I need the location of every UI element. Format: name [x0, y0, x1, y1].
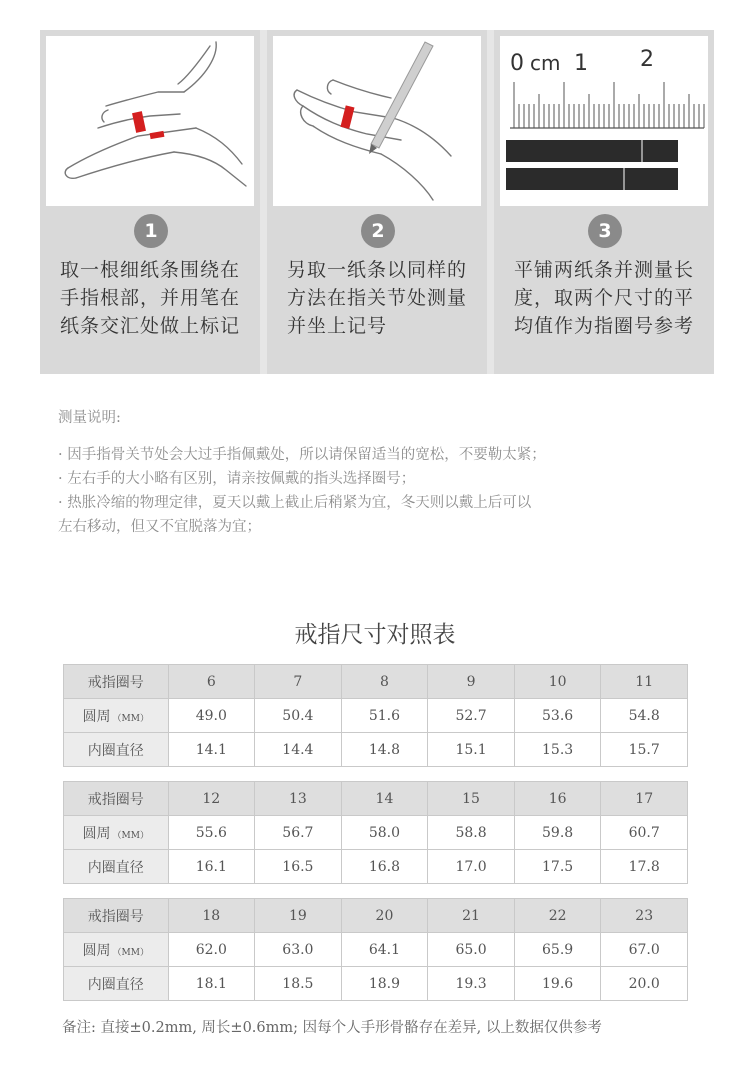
row-label-text: 圆周 [82, 708, 111, 725]
step-number-badge: 3 [588, 214, 622, 248]
table-cell: 49.0 [168, 699, 255, 733]
size-row [64, 782, 688, 816]
table-cell: 20 [341, 899, 428, 933]
diameter-row [64, 850, 688, 884]
row-label-text: 戒指圈号 [87, 791, 144, 808]
footnote: 备注: 直接±0.2mm, 周长±0.6mm; 因每个人手形骨骼存在差异, 以上数据仅供参考 [62, 1020, 602, 1036]
row-label-text: 内圈直径 [87, 859, 144, 876]
hand-pen-illustration [273, 36, 481, 206]
table-cell: 18.9 [341, 967, 428, 1001]
table-cell: 53.6 [514, 699, 601, 733]
circumference-row [64, 699, 688, 733]
table-cell: 11 [601, 665, 688, 699]
table-cell: 19.3 [428, 967, 515, 1001]
row-label-text: 内圈直径 [87, 976, 144, 993]
row-label [64, 967, 169, 1001]
table-cell: 64.1 [341, 933, 428, 967]
unit-label: （MM） [112, 713, 149, 724]
row-label-text: 圆周 [82, 942, 111, 959]
table-cell: 6 [168, 665, 255, 699]
note-line: 左右移动，但又不宜脱落为宜； [58, 519, 261, 535]
note-line: · 因手指骨关节处会大过手指佩戴处，所以请保留适当的宽松，不要勒太紧； [58, 447, 546, 463]
table-cell: 18.5 [255, 967, 342, 1001]
table-cell: 12 [168, 782, 255, 816]
size-table-block-3 [63, 898, 688, 1001]
circumference-row [64, 816, 688, 850]
table-cell: 15 [428, 782, 515, 816]
table-cell: 17 [601, 782, 688, 816]
hand-wrap-drawing [46, 36, 254, 206]
step-3-panel [494, 30, 714, 374]
step-description: 平铺两纸条并测量长度，取两个尺寸的平均值作为指圈号参考 [514, 259, 695, 337]
table-cell: 19.6 [514, 967, 601, 1001]
hand-pen-drawing [273, 36, 481, 206]
row-label [64, 782, 169, 816]
ruler-drawing [500, 36, 708, 206]
table-cell: 18.1 [168, 967, 255, 1001]
table-cell: 52.7 [428, 699, 515, 733]
ruler-illustration [500, 36, 708, 206]
size-table-block-1 [63, 664, 688, 767]
table-cell: 16.8 [341, 850, 428, 884]
step-description: 另取一纸条以同样的方法在指关节处测量并坐上记号 [287, 259, 468, 337]
size-chart-title: 戒指尺寸对照表 [294, 622, 456, 648]
table-cell: 67.0 [601, 933, 688, 967]
note-line: · 左右手的大小略有区别，请亲按佩戴的指头选择圈号； [58, 471, 416, 487]
table-cell: 63.0 [255, 933, 342, 967]
table-cell: 17.0 [428, 850, 515, 884]
ruler-label: 2 [640, 47, 654, 72]
measurement-steps [40, 30, 714, 374]
step-1-panel [40, 30, 260, 374]
table-cell: 56.7 [255, 816, 342, 850]
table-cell: 55.6 [168, 816, 255, 850]
step-number-badge: 2 [361, 214, 395, 248]
table-cell: 16 [514, 782, 601, 816]
paper-strip-1 [506, 140, 678, 162]
note-line: · 热胀冷缩的物理定律，夏天以戴上截止后稍紧为宜，冬天则以戴上后可以 [58, 495, 532, 511]
diameter-row [64, 967, 688, 1001]
table-cell: 50.4 [255, 699, 342, 733]
table-cell: 16.5 [255, 850, 342, 884]
table-cell: 8 [341, 665, 428, 699]
hand-wrap-illustration [46, 36, 254, 206]
row-label [64, 899, 169, 933]
table-cell: 19 [255, 899, 342, 933]
row-label [64, 699, 169, 733]
table-cell: 18 [168, 899, 255, 933]
red-paper-strip [132, 111, 146, 133]
table-cell: 9 [428, 665, 515, 699]
table-cell: 15.7 [601, 733, 688, 767]
table-cell: 17.5 [514, 850, 601, 884]
row-label-text: 内圈直径 [87, 742, 144, 759]
paper-strip-2 [506, 168, 678, 190]
ruler-label: 0 [510, 51, 524, 76]
row-label [64, 933, 169, 967]
circumference-row [64, 933, 688, 967]
table-cell: 65.0 [428, 933, 515, 967]
table-cell: 14.8 [341, 733, 428, 767]
ruler-label: 1 [574, 51, 588, 76]
table-cell: 60.7 [601, 816, 688, 850]
table-cell: 14 [341, 782, 428, 816]
unit-label: （MM） [112, 830, 149, 841]
row-label-text: 圆周 [82, 825, 111, 842]
size-row [64, 899, 688, 933]
table-cell: 22 [514, 899, 601, 933]
measurement-notes [58, 406, 708, 539]
table-cell: 20.0 [601, 967, 688, 1001]
table-cell: 14.1 [168, 733, 255, 767]
size-table-block-2 [63, 781, 688, 884]
table-cell: 14.4 [255, 733, 342, 767]
table-cell: 17.8 [601, 850, 688, 884]
step-description: 取一根细纸条围绕在手指根部，并用笔在纸条交汇处做上标记 [60, 259, 241, 337]
row-label [64, 665, 169, 699]
table-cell: 51.6 [341, 699, 428, 733]
table-cell: 65.9 [514, 933, 601, 967]
table-cell: 59.8 [514, 816, 601, 850]
table-cell: 23 [601, 899, 688, 933]
table-cell: 10 [514, 665, 601, 699]
table-cell: 62.0 [168, 933, 255, 967]
ruler-label: cm [530, 51, 561, 75]
table-cell: 16.1 [168, 850, 255, 884]
table-cell: 58.0 [341, 816, 428, 850]
table-cell: 13 [255, 782, 342, 816]
row-label-text: 戒指圈号 [87, 908, 144, 925]
table-cell: 15.3 [514, 733, 601, 767]
row-label [64, 733, 169, 767]
table-cell: 21 [428, 899, 515, 933]
row-label-text: 戒指圈号 [87, 674, 144, 691]
size-row [64, 665, 688, 699]
table-cell: 54.8 [601, 699, 688, 733]
notes-heading: 测量说明: [58, 410, 121, 426]
step-2-panel [267, 30, 487, 374]
row-label [64, 816, 169, 850]
diameter-row [64, 733, 688, 767]
table-cell: 7 [255, 665, 342, 699]
row-label [64, 850, 169, 884]
table-cell: 15.1 [428, 733, 515, 767]
unit-label: （MM） [112, 947, 149, 958]
step-number-badge: 1 [134, 214, 168, 248]
table-cell: 58.8 [428, 816, 515, 850]
